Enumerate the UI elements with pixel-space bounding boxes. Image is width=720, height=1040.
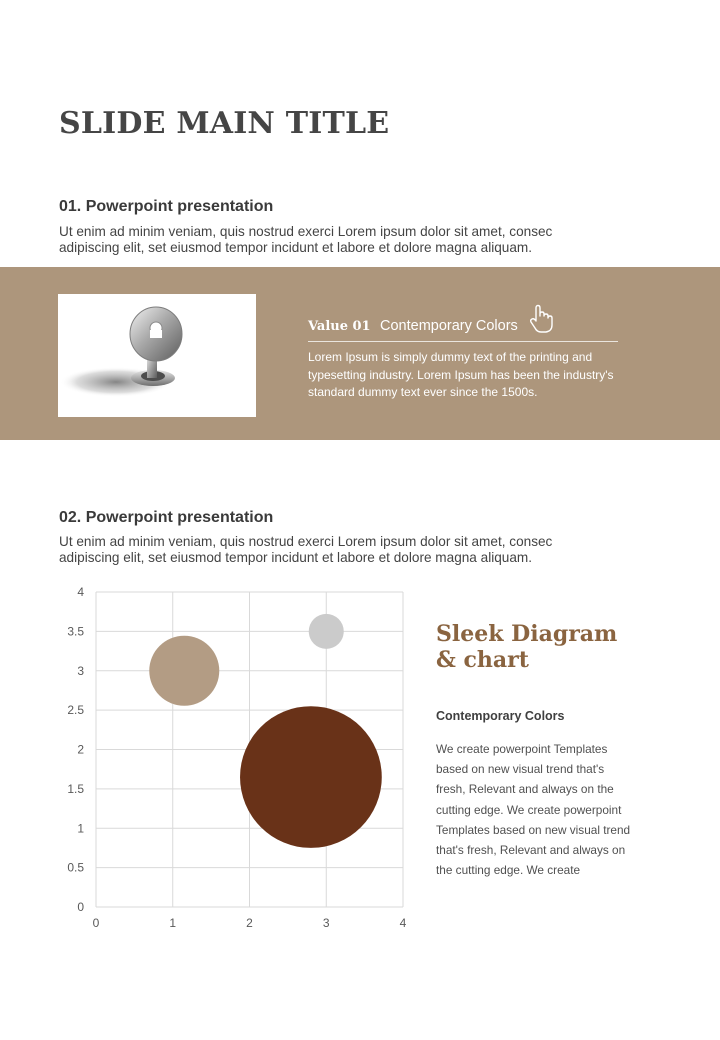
y-tick-label: 1.5 [67, 781, 84, 796]
y-tick-label: 1 [77, 821, 84, 836]
bubble [240, 706, 382, 848]
x-tick-label: 0 [92, 916, 100, 930]
section-2-text-line-2: adipiscing elit, set eiusmod tempor incidunt et labore et dolore magna aliquam. [59, 550, 533, 565]
bubble [309, 614, 344, 649]
x-tick-label: 2 [246, 916, 253, 930]
value-row [308, 319, 618, 341]
y-tick-label: 0.5 [67, 860, 84, 875]
x-tick-label: 4 [399, 916, 407, 930]
value-label: Value 01 [308, 319, 371, 334]
y-tick-label: 0 [77, 900, 84, 914]
slide-title: SLIDE MAIN TITLE [59, 106, 390, 141]
diagram-title-line-1: Sleek Diagram [436, 621, 618, 647]
section-2-heading: 02. Powerpoint presentation [59, 509, 274, 526]
section-1-text-line-1: Ut enim ad minim veniam, quis nostrud exerci Lorem ipsum dolor sit amet, consec [59, 224, 553, 239]
diagram-title-line-2: & chart [436, 647, 529, 673]
x-tick-label: 3 [322, 916, 330, 930]
y-tick-label: 4 [77, 585, 84, 599]
section-1-heading: 01. Powerpoint presentation [59, 198, 274, 215]
bubble-chart [56, 580, 416, 930]
y-tick-label: 3 [77, 663, 84, 678]
section-2-text-line-1: Ut enim ad minim veniam, quis nostrud exerci Lorem ipsum dolor sit amet, consec [59, 534, 553, 549]
diagram-subtitle: Contemporary Colors [436, 709, 565, 723]
x-tick-label: 1 [169, 916, 177, 930]
section-1-text-line-2: adipiscing elit, set eiusmod tempor incidunt et labore et dolore magna aliquam. [59, 240, 533, 255]
pointer-hand-icon [528, 304, 554, 334]
y-tick-label: 3.5 [67, 624, 84, 639]
key-illustration [58, 294, 256, 417]
diagram-title [436, 621, 676, 673]
value-divider [308, 341, 618, 342]
diagram-description: We create powerpoint Templates based on new visual trend that's fresh, Relevant and always on the cutting edge. We create powerpoint Templates based on new visual trend that's fresh, Relevant and always on the cutting edge. We create [436, 742, 631, 878]
value-description: Lorem Ipsum is simply dummy text of the printing and typesetting industry. Lorem Ipsum has been the industry's standard dummy text ever since the 1500s. [308, 350, 614, 400]
bubble [149, 636, 219, 706]
key-image [58, 294, 256, 417]
y-tick-label: 2.5 [67, 703, 84, 718]
value-title: Contemporary Colors [380, 318, 518, 334]
y-tick-label: 2 [77, 742, 84, 757]
